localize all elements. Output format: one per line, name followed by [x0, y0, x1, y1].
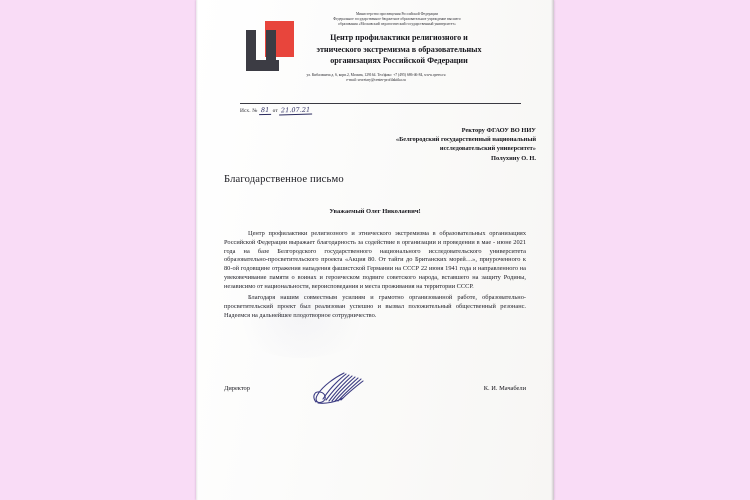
addressee-line-4: Полухину О. Н.: [491, 154, 536, 162]
contact-line-2: e-mail: secretary@center-profilaktika.ru: [346, 77, 406, 82]
signer-name: К. И. Мачабели: [483, 385, 526, 392]
ministry-line-1: Министерство просвещения Российской Федерации: [355, 12, 439, 16]
body-paragraph-2: Благодаря нашим совместным усилиям и грамотно организованной работе, образовательно-просветительский проект был реализован успешно и вызвал положительный общественный резонанс. Надеемся на дальнейшее плодотворное сотрудничество.: [224, 294, 526, 319]
letterhead-divider: [240, 103, 521, 104]
outgoing-date-value: 21.07.21: [279, 106, 313, 116]
addressee-line-3: исследовательский университет»: [439, 145, 536, 153]
organization-title: [256, 32, 542, 66]
document-title: Благодарственное письмо: [224, 174, 344, 185]
signer-position: Директор: [224, 385, 250, 392]
addressee-line-2: «Белгородский государственный национальный: [395, 136, 536, 144]
letter-body: [224, 230, 526, 324]
organization-title-line-1: Центр профилактики религиозного и: [330, 33, 468, 43]
organization-title-line-2: этнического экстремизма в образовательных: [316, 44, 482, 54]
addressee-block: [361, 126, 536, 163]
ministry-block: [254, 12, 540, 27]
ministry-line-3: образования «Московский педагогический государственный университет»: [338, 22, 456, 27]
organization-title-line-3: организациях Российской Федерации: [330, 56, 468, 66]
letterhead: [196, 12, 554, 83]
handwritten-signature: [310, 371, 406, 405]
outgoing-date-label: от: [272, 108, 278, 114]
salutation: Уважаемый Олег Николаевич!: [329, 208, 421, 215]
contact-block: [208, 73, 544, 84]
body-paragraph-1: Центр профилактики религиозного и этнического экстремизма в образовательных организациях Российской Федерации выражает благодарность за содействие в организации и проведении в мае - июне 2021 года на базе Белгородского государственного национального исследовательского университета образовательно-просветительского проекта «Акция 80. От тайги до Британских морей…», приуроченного к 80-ой годовщине отражения нападения фашистской Германии на СССР 22 июня 1941 года и направленного на увековечивание памяти о воинах и героическом подвиге советского народа, вставшего на защиту Родины, независимо от национальности, вероисповедания и места проживания на территории СССР.: [224, 230, 526, 290]
addressee-line-1: Ректору ФГАОУ ВО НИУ: [461, 127, 536, 134]
outgoing-number-label: Исх. №: [240, 108, 258, 114]
scanned-letter-page: [196, 0, 554, 500]
outgoing-number-line: [240, 106, 313, 115]
ministry-line-2: Федеральное государственное бюджетное образовательное учреждение высшего: [333, 17, 461, 22]
outgoing-number-value: 81: [259, 106, 272, 115]
contact-line-1: ул. Кибальчича д. 6, корп.2, Москва, 129164. Тел/факс: +7 (495) 686-46-84, www.cpeeo.ru: [306, 72, 446, 77]
